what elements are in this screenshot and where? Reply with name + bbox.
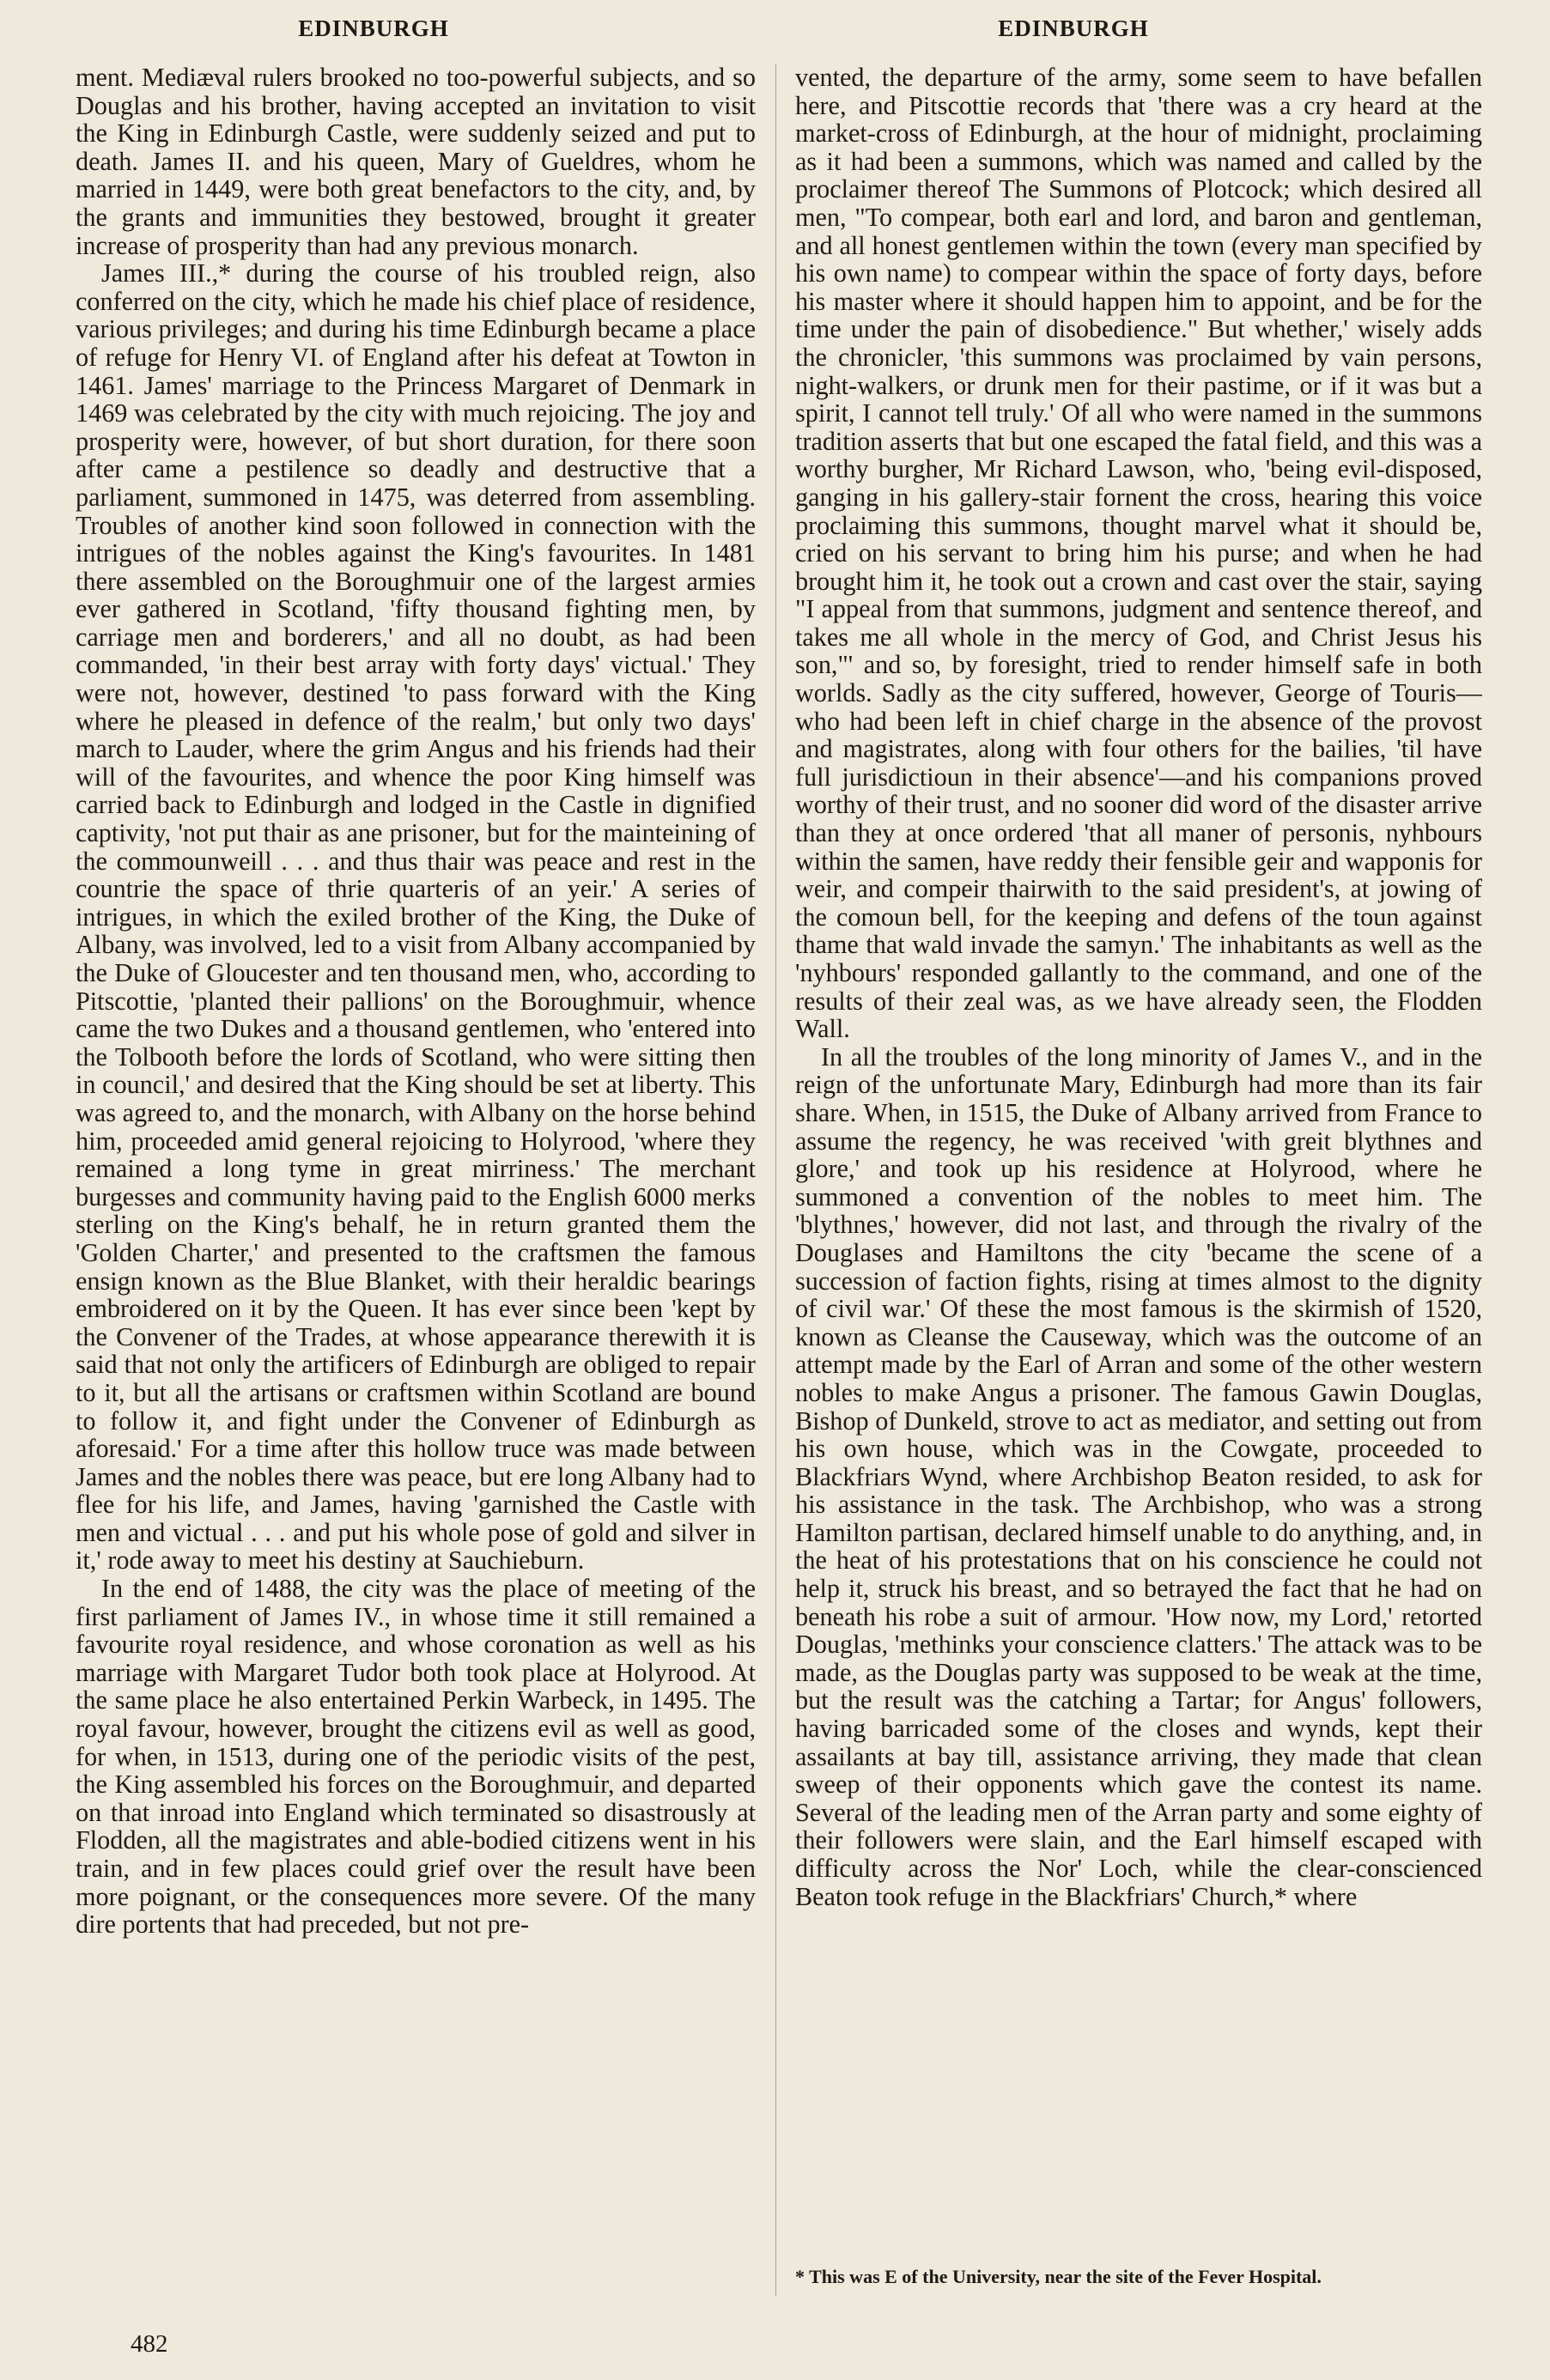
right-column (795, 64, 1482, 2262)
column-divider (775, 64, 776, 2296)
paragraph: In all the troubles of the long minority of James V., and in the reign of the unfortunate Mary, Edinburgh had more than its fair share. When, in 1515, the Duke of Albany arrived from France to assume the regency, he was received 'with greit blythnes and glore,' and took up his residence at Holyrood, where he summoned a convention of the nobles to meet him. The 'blythnes,' however, did not last, and through the rivalry of the Douglases and Hamiltons the city 'became the scene of a succession of faction fights, rising at times almost to the dignity of civil war.' Of these the most famous is the skirmish of 1520, known as Cleanse the Causeway, which was the outcome of an attempt made by the Earl of Arran and some of the other western nobles to make Angus a prisoner. The famous Gawin Douglas, Bishop of Dunkeld, strove to act as mediator, and setting out from his own house, which was in the Cowgate, proceeded to Blackfriars Wynd, where Archbishop Beaton resided, to ask for his assistance in the task. The Archbishop, who was a strong Hamilton partisan, declared himself unable to do anything, and, in the heat of his protestations that on his conscience he could not help it, struck his breast, and so betrayed the fact that he had on beneath his robe a suit of armour. 'How now, my Lord,' retorted Douglas, 'methinks your conscience clatters.' The attack was to be made, as the Douglas party was supposed to be weak at the time, but the result was the catching a Tartar; for Angus' followers, having barricaded some of the closes and wynds, kept their assailants at bay till, assistance arriving, they made that clean sweep of their opponents which gave the contest its name. Several of the leading men of the Arran party and some eighty of their followers were slain, and the Earl himself escaped with difficulty across the Nor' Loch, while the clear-conscienced Beaton took refuge in the Blackfriars' Church,* where (795, 1041, 1482, 1911)
footnote: * This was E of the University, near the site of the Fever Hospital. (795, 2266, 1322, 2287)
left-column (76, 64, 756, 2296)
running-header-left: EDINBURGH (298, 15, 449, 41)
paragraph: James III.,* during the course of his troubled reign, also conferred on the city, which he made his chief place of residence, various privileges; and during his time Edinburgh became a place of refuge for Henry VI. of England after his defeat at Towton in 1461. James' marriage to the Princess Margaret of Denmark in 1469 was celebrated by the city with much rejoicing. The joy and prosperity were, however, of but short duration, for there soon after came a pestilence so deadly and destructive that a parliament, summoned in 1475, was deterred from assembling. Troubles of another kind soon followed in connection with the intrigues of the nobles against the King's favourites. In 1481 there assembled on the Boroughmuir one of the largest armies ever gathered in Scotland, 'fifty thousand fighting men, by carriage men and borderers,' and all no doubt, as had been commanded, 'in their best array with forty days' victual.' They were not, however, destined 'to pass forward with the King where he pleased in defence of the realm,' but only two days' march to Lauder, where the grim Angus and his friends had their will of the favourites, and whence the poor King himself was carried back to Edinburgh and lodged in the Castle in dignified captivity, 'not put thair as ane prisoner, but for the mainteining of the commounweill . . . and thus thair was peace and rest in the countrie the space of thrie quarteris of an yeir.' A series of intrigues, in which the exiled brother of the King, the Duke of Albany, was involved, led to a visit from Albany accompanied by the Duke of Gloucester and ten thousand men, who, according to Pitscottie, 'planted their pallions' on the Boroughmuir, whence came the two Dukes and a thousand gentlemen, who 'entered into the Tolbooth before the lords of Scotland, who were sitting then in council,' and desired that the King should be set at liberty. This was agreed to, and the monarch, with Albany on the horse behind him, proceeded amid general rejoicing to Holyrood, 'where they remained a long tyme in great mirriness.' The merchant burgesses and community having paid to the English 6000 merks sterling on the King's behalf, he in return granted them the 'Golden Charter,' and presented to the craftsmen the famous ensign known as the Blue Blanket, with their heraldic bearings embroidered on it by the Queen. It has ever since been 'kept by the Convener of the Trades, at whose appearance therewith it is said that not only the artificers of Edinburgh are obliged to repair to it, but all the artisans or craftsmen within Scotland are bound to follow it, and fight under the Convener of Edinburgh as aforesaid.' For a time after this hollow truce was made between James and the nobles there was peace, but ere long Albany had to flee for his life, and James, having 'garnished the Castle with men and victual . . . and put his whole pose of gold and silver in it,' rode away to meet his destiny at Sauchieburn. (76, 258, 756, 1576)
running-header-right: EDINBURGH (998, 15, 1149, 41)
paragraph: vented, the departure of the army, some seem to have befallen here, and Pitscottie records that 'there was a cry heard at the market-cross of Edinburgh, at the hour of midnight, proclaiming as it had been a summons, which was named and called by the proclaimer thereof The Summons of Plotcock; which desired all men, "To compear, both earl and lord, and baron and gentleman, and all honest gentlemen within the town (every man specified by his own name) to compear within the space of forty days, before his master where it should happen him to appoint, and be for the time under the pain of disobedience." But whether,' wisely adds the chronicler, 'this summons was proclaimed by vain persons, night-walkers, or drunk men for their pastime, or if it was but a spirit, I cannot tell truly.' Of all who were named in the summons tradition asserts that but one escaped the fatal field, and this was a worthy burgher, Mr Richard Lawson, who, 'being evil-disposed, ganging in his gallery-stair fornent the cross, hearing this voice proclaiming this summons, thought marvel what it should be, cried on his servant to bring him his purse; and when he had brought him it, he took out a crown and cast over the stair, saying "I appeal from that summons, judgment and sentence thereof, and takes me all whole in the mercy of God, and Christ Jesus his son,"' and so, by foresight, tried to render himself safe in both worlds. Sadly as the city suffered, however, George of Touris—who had been left in chief charge in the absence of the provost and magistrates, along with four others for the bailies, 'til have full jurisdictioun in their absence'—and his companions proved worthy of their trust, and no sooner did word of the disaster arrive than they at once ordered 'that all maner of personis, nyhbours within the samen, have reddy their fensible geir and wapponis for weir, and compeir thairwith to the said president's, at jowing of the comoun bell, for the keeping and defens of the toun against thame that wald invade the samyn.' The inhabitants as well as the 'nyhbours' responded gallantly to the command, and one of the results of their zeal was, as we have already seen, the Flodden Wall. (795, 64, 1482, 1044)
page-number: 482 (131, 2330, 168, 2358)
paragraph: ment. Mediæval rulers brooked no too-powerful subjects, and so Douglas and his brother, having accepted an invitation to visit the King in Edinburgh Castle, were suddenly seized and put to death. James II. and his queen, Mary of Gueldres, whom he married in 1449, were both great benefactors to the city, and, by the grants and immunities they bestowed, brought it greater increase of prosperity than had any previous monarch. (76, 64, 756, 260)
paragraph: In the end of 1488, the city was the place of meeting of the first parliament of James IV., in whose time it still remained a favourite royal residence, and whose coronation as well as his marriage with Margaret Tudor both took place at Holyrood. At the same place he also entertained Perkin Warbeck, in 1495. The royal favour, however, brought the citizens evil as well as good, for when, in 1513, during one of the periodic visits of the pest, the King assembled his forces on the Boroughmuir, and departed on that inroad into England which terminated so disastrously at Flodden, all the magistrates and able-bodied citizens went in his train, and in few places could grief over the result have been more poignant, or the consequences more severe. Of the many dire portents that had preceded, but not pre- (76, 1574, 756, 1940)
